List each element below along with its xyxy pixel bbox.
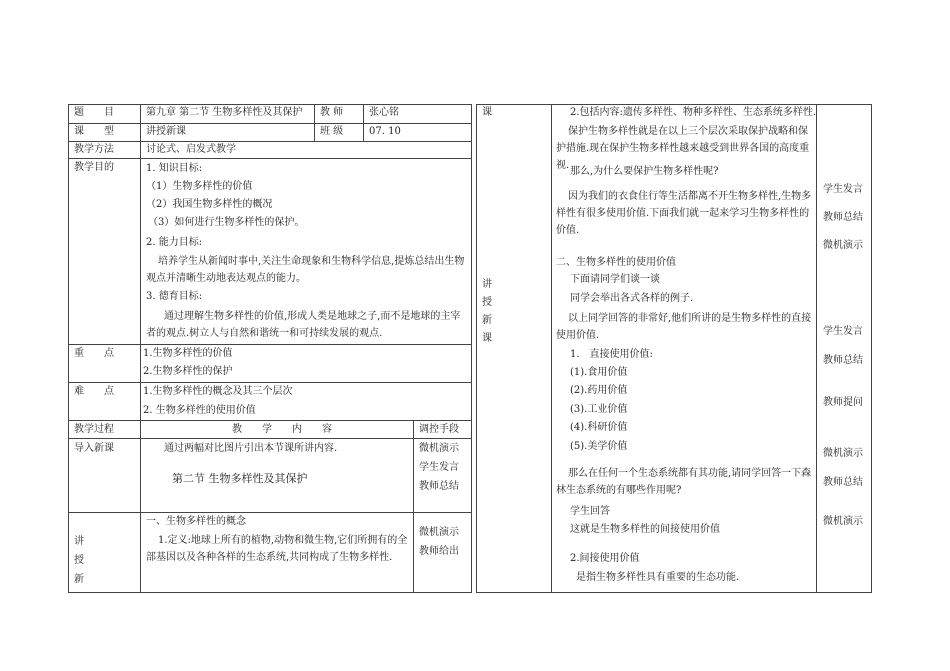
content-header: 教 学 内 容 bbox=[232, 424, 332, 435]
means-item: 微机演示 bbox=[823, 240, 863, 251]
lecture-label-char: 新 bbox=[74, 574, 84, 585]
moral-goal-text: 通过理解生物多样性的价值,形成人类是地球之子,而不是地球的主宰者的观点.树立人与自然和谐统一和可持续发展的观点. bbox=[146, 311, 461, 339]
rule bbox=[476, 104, 477, 592]
type-value: 讲授新课 bbox=[146, 126, 186, 137]
key-point: 2.生物多样性的保护 bbox=[143, 366, 233, 377]
lecture-label-char: 授 bbox=[74, 555, 84, 566]
means-item: 学生发言 bbox=[419, 462, 459, 473]
value-item: (4).科研价值 bbox=[570, 422, 628, 433]
lecture-label-char: 讲 bbox=[74, 536, 84, 547]
moral-goal-title: 3. 德育目标: bbox=[146, 291, 203, 302]
means-item: 学生发言 bbox=[823, 326, 863, 337]
means-item: 教师提问 bbox=[823, 397, 863, 408]
ability-goal-title: 2. 能力目标: bbox=[146, 237, 203, 248]
content-paragraph: 同学会举出各式各样的例子. bbox=[570, 293, 694, 304]
content-paragraph: 下面请同学们谈一谈 bbox=[570, 274, 660, 285]
means-item: 教师总结 bbox=[419, 481, 459, 492]
definition-text: 1.定义:地球上所有的植物,动物和微生物,它们所拥有的全部基因以及各种各样的生态系统,共同构成了生物多样性. bbox=[146, 535, 408, 563]
right-label-char: 讲 bbox=[482, 279, 492, 290]
intro-label: 导入新课 bbox=[74, 443, 114, 454]
knowledge-goal-item: （2）我国生物多样性的概况 bbox=[146, 199, 273, 210]
means-item: 教师总结 bbox=[823, 212, 863, 223]
content-paragraph: 保护生物多样性就是在以上三个层次采取保护战略和保护措施.现在保护生物多样性越来越受到世界各国的高度重视. bbox=[556, 126, 810, 171]
teacher-label: 教 师 bbox=[320, 107, 344, 118]
means-item: 教师总结 bbox=[823, 477, 863, 488]
right-label-char: 课 bbox=[482, 107, 492, 118]
rule bbox=[68, 141, 472, 142]
value-item: (5).美学价值 bbox=[570, 441, 628, 452]
means-item: 教师总结 bbox=[823, 355, 863, 366]
content-paragraph: 以上同学回答的非常好,他们所讲的是生物多样性的直接使用价值. bbox=[556, 313, 812, 341]
knowledge-goal-item: （3）如何进行生物多样性的保护。 bbox=[148, 217, 305, 228]
intro-text: 通过两幅对比图片引出本节课所讲内容. bbox=[164, 443, 338, 454]
section-title: 第二节 生物多样性及其保护 bbox=[172, 472, 308, 485]
value-section-title: 二、生物多样性的使用价值 bbox=[556, 257, 676, 268]
concept-title: 一、生物多样性的概念 bbox=[146, 516, 246, 527]
rule bbox=[471, 104, 472, 592]
difficult-point: 1.生物多样性的概念及其三个层次 bbox=[143, 386, 293, 397]
content-paragraph: 2.包括内容:遗传多样性、物种多样性、生态系统多样性. bbox=[570, 107, 817, 118]
means-item: 教师给出 bbox=[419, 546, 459, 557]
topic-value: 第九章 第二节 生物多样性及其保护 bbox=[146, 107, 303, 118]
rule bbox=[68, 592, 472, 593]
content-paragraph: 因为我们的衣食住行等生活都离不开生物多样性,生物多样性有很多使用价值.下面我们就一起来学习生物多样性的价值. bbox=[556, 191, 812, 236]
rule bbox=[68, 438, 472, 439]
rule bbox=[68, 382, 472, 383]
rule bbox=[68, 158, 472, 159]
indirect-value-title: 2.间接使用价值 bbox=[570, 553, 640, 564]
teacher-name: 张心铭 bbox=[369, 107, 399, 118]
rule bbox=[68, 344, 472, 345]
means-item: 学生发言 bbox=[823, 184, 863, 195]
process-header: 教学过程 bbox=[74, 424, 114, 435]
rule bbox=[413, 420, 414, 592]
content-paragraph: 是指生物多样性具有重要的生态功能. bbox=[576, 572, 740, 583]
content-paragraph: 那么在任何一个生态系统都有其功能,请同学回答一下森林生态系统的有哪些作用呢? bbox=[556, 468, 812, 496]
rule bbox=[816, 104, 817, 592]
class-value: 07. 10 bbox=[369, 126, 401, 137]
ability-goal-text: 培养学生从新闻时事中,关注生命现象和生物科学信息,提炼总结出生物观点并清晰生动地表达观点的能力。 bbox=[146, 256, 465, 284]
type-label: 课 型 bbox=[74, 126, 114, 137]
rule bbox=[68, 512, 472, 513]
key-point: 1.生物多样性的价值 bbox=[143, 348, 233, 359]
content-paragraph: 那么,为什么要保护生物多样性呢? bbox=[570, 166, 719, 177]
content-paragraph: 这就是生物多样性的间接使用价值 bbox=[570, 524, 720, 535]
means-header: 调控手段 bbox=[419, 424, 459, 435]
means-item: 微机演示 bbox=[419, 443, 459, 454]
rule bbox=[140, 104, 141, 592]
value-item: (3).工业价值 bbox=[570, 404, 628, 415]
direct-value-title: 1. 直接使用价值: bbox=[570, 349, 653, 360]
rule bbox=[476, 104, 872, 105]
knowledge-goal-title: 1. 知识目标: bbox=[146, 163, 203, 174]
rule bbox=[68, 420, 472, 421]
right-label-char: 新 bbox=[482, 315, 492, 326]
rule bbox=[871, 104, 872, 592]
means-item: 微机演示 bbox=[823, 516, 863, 527]
rule bbox=[476, 592, 872, 593]
content-paragraph: 学生回答 bbox=[570, 506, 610, 517]
class-label: 班 级 bbox=[320, 126, 344, 137]
value-item: (2).药用价值 bbox=[570, 385, 628, 396]
right-label-char: 课 bbox=[482, 333, 492, 344]
method-label: 教学方法 bbox=[74, 144, 114, 155]
right-label-char: 授 bbox=[482, 297, 492, 308]
difficult-point: 2. 生物多样性的使用价值 bbox=[143, 405, 256, 416]
means-item: 微机演示 bbox=[419, 527, 459, 538]
rule bbox=[68, 123, 472, 124]
value-item: (1).食用价值 bbox=[570, 367, 628, 378]
rule bbox=[363, 104, 364, 141]
rule bbox=[68, 104, 69, 592]
means-item: 微机演示 bbox=[823, 448, 863, 459]
difficult-label: 难 点 bbox=[74, 386, 114, 397]
rule bbox=[68, 104, 472, 105]
knowledge-goal-item: （1）生物多样性的价值 bbox=[146, 181, 253, 192]
method-value: 讨论式、启发式教学 bbox=[146, 144, 236, 155]
topic-label: 题 目 bbox=[74, 107, 114, 118]
goals-label: 教学目的 bbox=[74, 162, 114, 173]
rule bbox=[314, 104, 315, 141]
rule bbox=[551, 104, 552, 592]
key-label: 重 点 bbox=[74, 348, 114, 359]
